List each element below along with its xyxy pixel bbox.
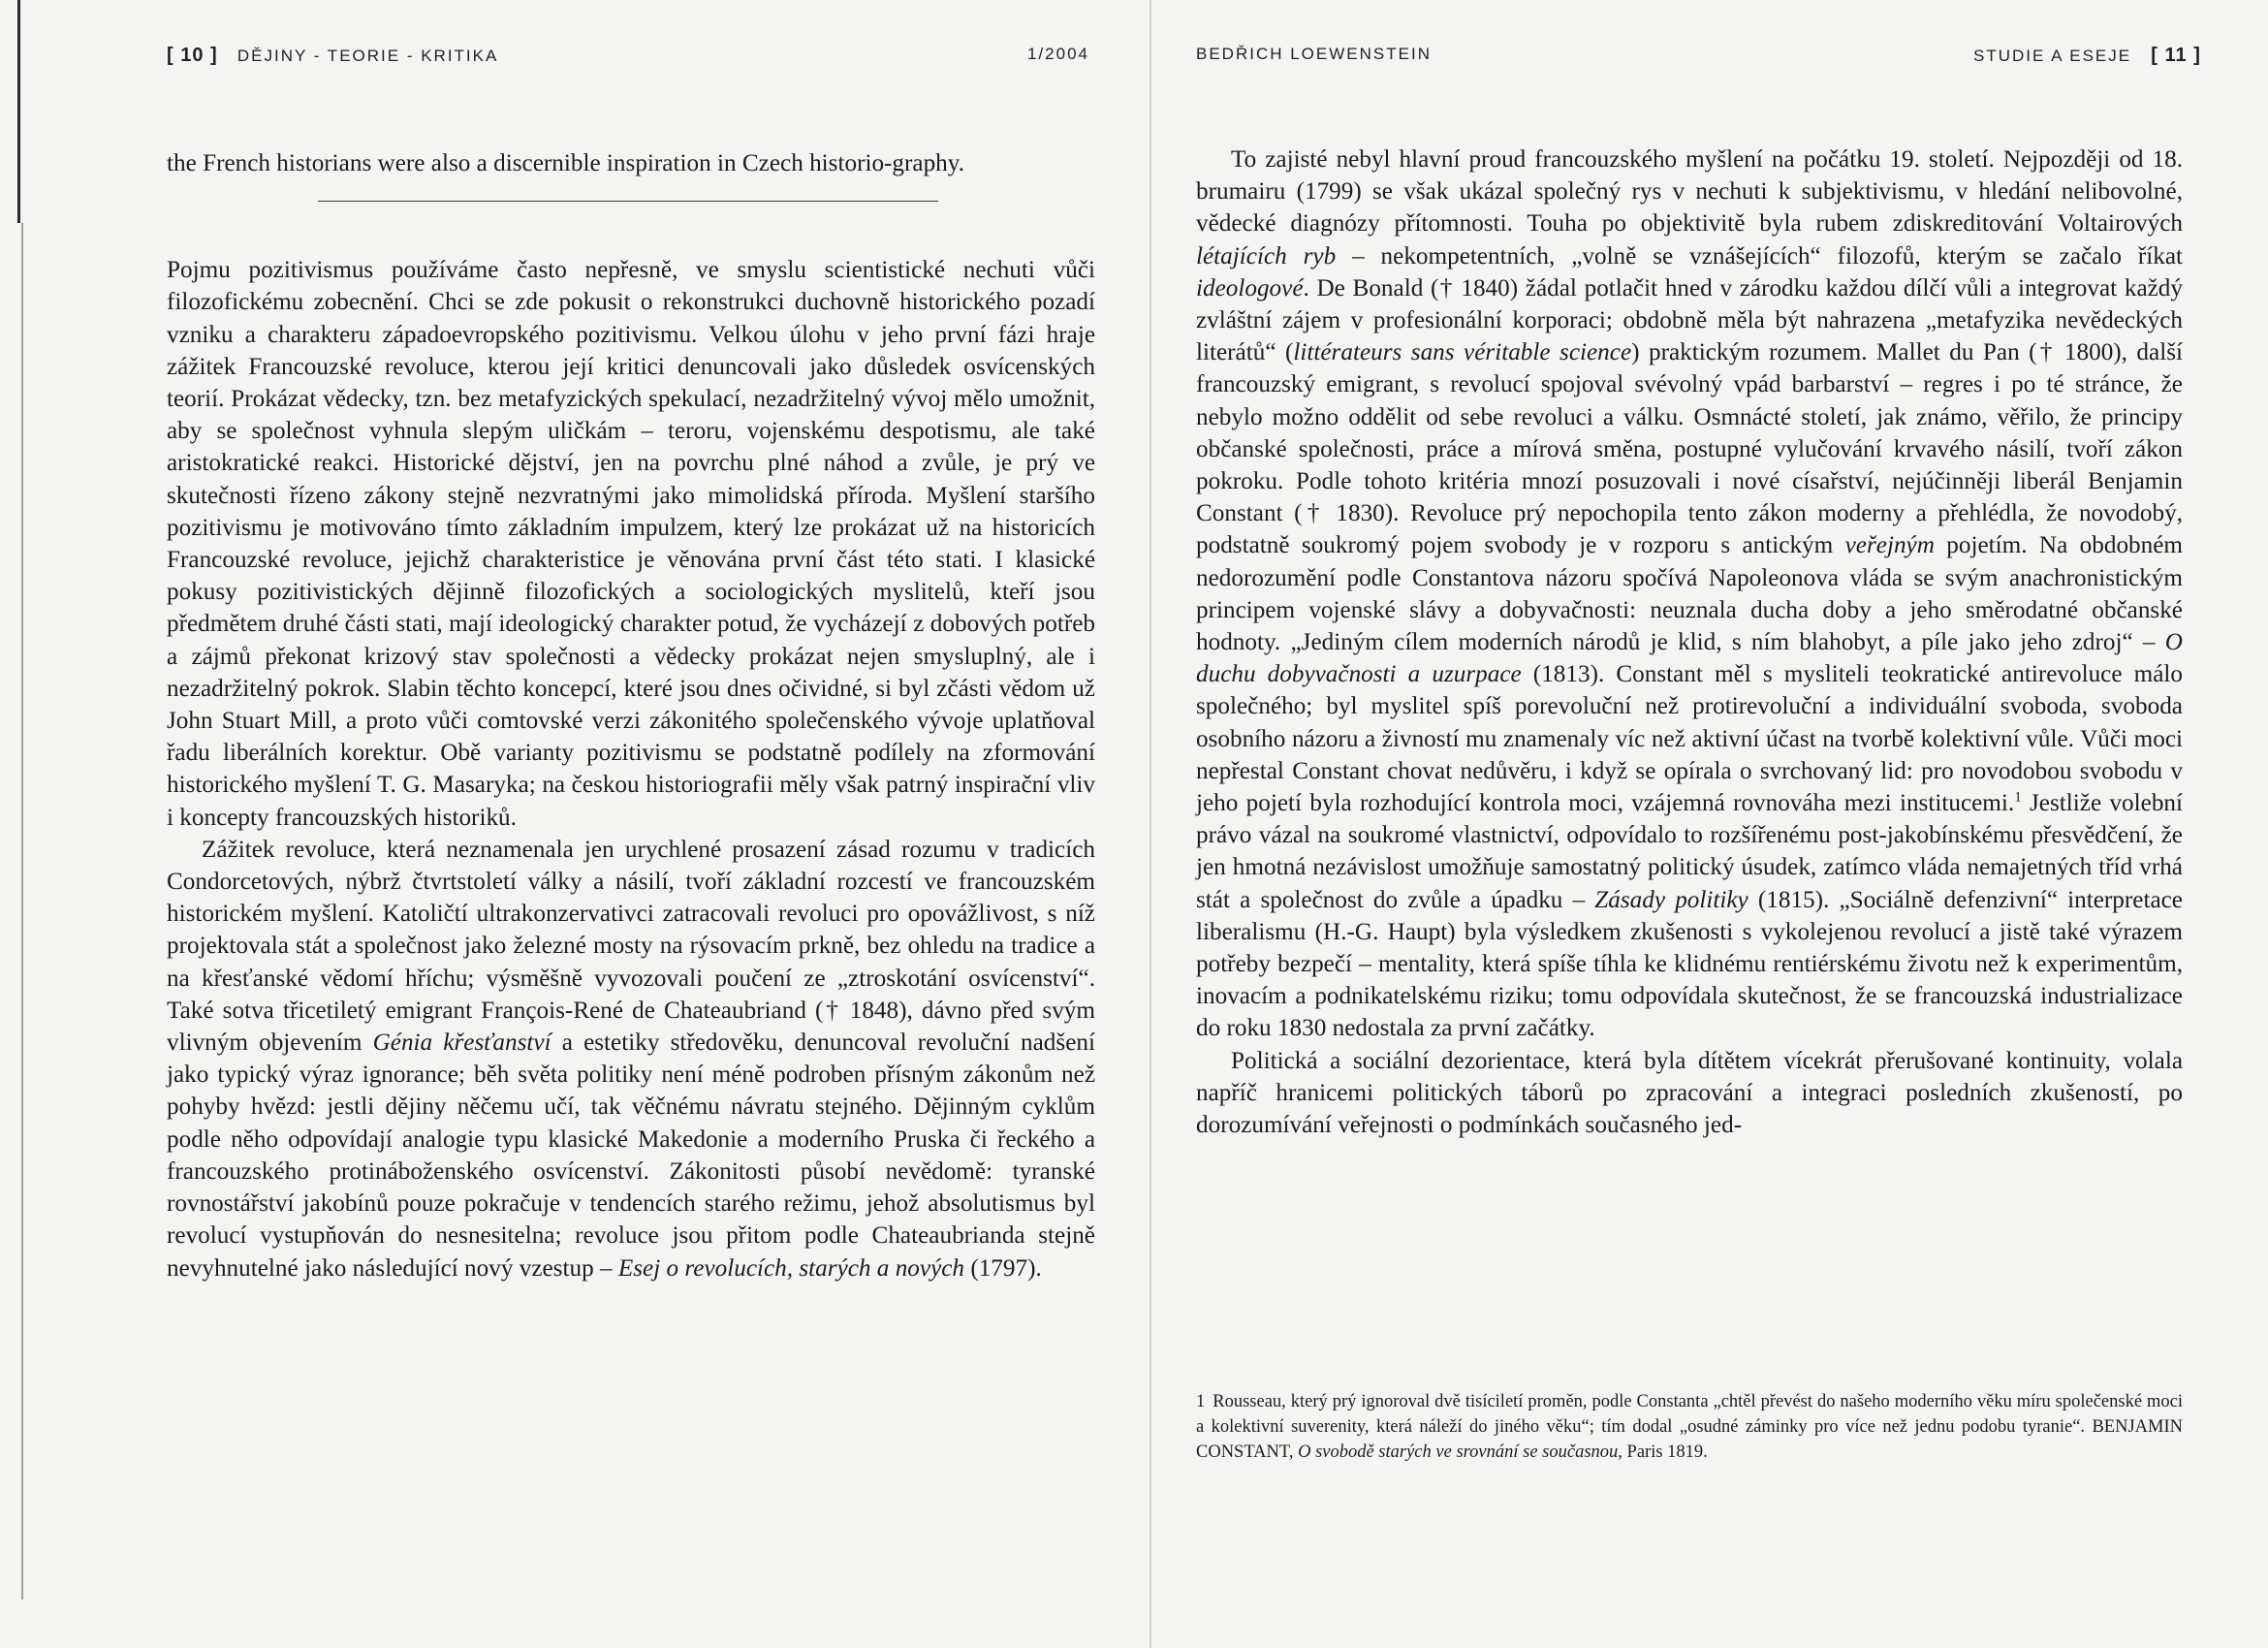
- paragraph: Pojmu pozitivismus používáme často nepřesně, ve smyslu scientistické nechuti vůči filozofickému zobecnění. Chci se zde pokusit o rekonstrukci duchovně historického pozadí vzniku a charakteru západoevropského pozitivismu. Velkou úlohu v jeho první fázi hraje zážitek Francouzské revoluce, kterou její kritici denuncovali jako důsledek osvícenských teorií. Prokázat vědecky, tzn. bez metafyzických spekulací, nezadržitelný vývoj mělo umožnit, aby se společnost vyhnula slepým uličkám – teroru, vojenskému despotismu, ale také aristokratické reakci. Historické dějství, jen na povrchu plné náhod a zvůle, je prý ve skutečnosti řízeno zákony stejně nezvratnými jako mimolidská příroda. Myšlení staršího pozitivismu je motivováno tímto základním impulzem, který lze prokázat už na historicích Francouzské revoluce, jejichž charakteristice je věnována první část této stati. I klasické pokusy pozitivistických dějinně filozofických a sociologických myslitelů, kteří jsou předmětem druhé části stati, mají ideologický charakter potud, že vycházejí z dobových potřeb a zájmů překonat krizový stav společnosti a vědecky prokázat nejen smysluplný, ale i nezadržitelný pokrok. Slabin těchto koncepcí, které jsou dnes očividné, si byl zčásti vědom už John Stuart Mill, a proto vůči comtovské verzi zákonitého společenského vývoje uplatňoval řadu liberálních korektur. Obě varianty pozitivismu se podstatně podílely na zformování historického myšlení T. G. Masaryka; na českou historiografii měly však patrný inspirační vliv i koncepty francouzských historiků.: [167, 257, 1095, 831]
- paragraph: Politická a sociální dezorientace, která byla dítětem vícekrát přerušované kontinuity, volala napříč hranicemi politických táborů po zpracování a integraci posledních zkušeností, po dorozumívání veřejnosti o podmínkách současného jed-: [1196, 1047, 2183, 1139]
- page-number: [ 10 ]: [167, 45, 218, 66]
- author-name: BEDŘICH LOEWENSTEIN: [1196, 45, 1432, 63]
- footnote-ref[interactable]: 1: [2014, 789, 2022, 806]
- running-head-left: [167, 45, 498, 67]
- issue-number: 1/2004: [1027, 45, 1089, 63]
- right-page: [1151, 0, 2268, 1648]
- book-title: Esej o revolucích, starých a nových: [617, 1254, 965, 1282]
- running-head-right: [1973, 45, 2201, 67]
- section-title: STUDIE A ESEJE: [1973, 47, 2132, 65]
- footnote: 1 Rousseau, který prý ignoroval dvě tisíciletí proměn, podle Constanta „chtěl převést do našeho moderního věku míru společenské moci a kolektivní suverenity, která náleží do jiného věku“; tím dodal „osudné záminky pro více než jednu podobu tyranie“. BENJAMIN CONSTANT, O svobodě starých ve srovnání se současnou, Paris 1819.: [1196, 1392, 2183, 1462]
- left-text-column: [167, 147, 1095, 1284]
- english-abstract-end: the French historians were also a discernible inspiration in Czech historio-graphy.: [167, 150, 965, 176]
- section-title: DĚJINY - TEORIE - KRITIKA: [236, 47, 499, 65]
- paragraph: Zážitek revoluce, která neznamenala jen urychlené prosazení zásad rozumu v tradicích Condorcetových, nýbrž čtvrtstoletí války a násilí, tvoří základní rozcestí ve francouzském historickém myšlení. Katoličtí ultrakonzervativci zatracovali revoluci pro opovážlivost, s níž projektovala stát a společnost jako železné mosty na rýsovacím prkně, bez ohledu na tradice a na křesťanské vědomí hříchu; výsměšně vyvozovali poučení ze „ztroskotání osvícenství“. Také sotva třicetiletý emigrant François-René de Chateaubriand († 1848), dávno před svým vlivným objevením Génia křesťanství a estetiky středověku, denuncoval revoluční nadšení jako typický výraz ignorance; běh světa politiky není méně podroben přísným zákonům než pohyby hvězd: jestli dějiny něčemu učí, tak věčnému návratu stejného. Dějinným cyklům podle něho odpovídají analogie typu klasické Makedonie a moderního Pruska či řeckého a francouzského protináboženského osvícenství. Zákonitosti působí nevědomě: tyranské rovnostářství jakobínů pouze pokračuje v tendencích starého režimu, jehož absolutismus byl revolucí vystupňován do nesnesitelna; revoluce jsou přitom podle Chateaubrianda stejně nevyhnutelné jako následující nový vzestup – Esej o revolucích, starých a nových (1797).: [167, 836, 1095, 1282]
- right-text-column: [1196, 143, 2183, 1141]
- page-number: [ 11 ]: [2151, 45, 2201, 66]
- book-title: Génia křesťanství: [372, 1030, 551, 1057]
- footnote-number: 1: [1196, 1392, 1206, 1411]
- separator-rule: [318, 201, 938, 202]
- paragraph: To zajisté nebyl hlavní proud francouzského myšlení na počátku 19. století. Nejpozději od 18. brumairu (1799) se však ukázal společný rys v nechuti k subjektivismu, v hledání nelibovolné, vědecké diagnózy přítomnosti. Touha po objektivitě byla rubem zdiskreditování Voltairových létajících ryb – nekompetentních, „volně se vznášejících“ filozofů, kterým se začalo říkat ideologové. De Bonald († 1840) žádal potlačit hned v zárodku každou dílčí vůli a integrovat každý zvláštní zájem v profesionální korporaci; obdobně měla být nahrazena „metafyzika nevědeckých literátů“ (littérateurs sans véritable science) praktickým rozumem. Mallet du Pan († 1800), další francouzský emigrant, s revolucí spojoval svévolný vpád barbarství – regres i po té stránce, že nebylo možno oddělit od sebe revoluci a válku. Osmnácté století, jak známo, věřilo, že principy občanské společnosti, práce a mírová směna, postupné vylučování krvavého násilí, tvoří zákon pokroku. Podle tohoto kritéria mnozí posuzovali i nové císařství, nejúčinněji liberál Benjamin Constant († 1830). Revoluce prý nepochopila tento zákon moderny a přehlédla, že novodobý, podstatně soukromý pojem svobody je v rozporu s antickým veřejným pojetím. Na obdobném nedorozumění podle Constantova názoru spočívá Napoleonova vláda se svým anachronistickým principem vojenské slávy a dobyvačnosti: neuznala ducha doby a jeho směrodatné občanské hodnoty. „Jediným cílem moderních národů je klid, s ním blahobyt, a píle jako jeho zdroj“ – O duchu dobyvačnosti a uzurpace (1813). Constant měl s mysliteli teokratické antirevoluce málo společného; byl myslitel spíš porevoluční než protirevoluční a individuální svoboda, svoboda osobního názoru a živností mu znamenaly víc než aktivní účast na tvorbě kolektivní vůle. Vůči moci nepřestal Constant chovat nedůvěru, i když se opírala o svrchovaný lid: pro novodobou svobodu v jeho pojetí byla rozhodující kontrola moci, vzájemná rovnováha mezi institucemi.$^1$ Jestliže volební právo vázal na soukromé vlastnictví, odpovídalo to rozšířenému post-jakobínskému přesvědčení, že jen hmotná nezávislost umožňuje samostatný politický úsudek, zatímco vláda nemajetných tříd vrhá stát a společnost do zvůle a úpadku – Zásady politiky (1815). „Sociálně defenzivní“ interpretace liberalismu (H.-G. Haupt) byla výsledkem zkušenosti s vykolejenou revolucí a jistě také výrazem potřeby bezpečí – mentality, která spíše tíhla ke klidnému rentiérskému životu než k experimentům, inovacím a podnikatelskému riziku; tomu odpovídala skutečnost, že se francouzská industrializace do roku 1830 nedostala za první začátky.: [1196, 146, 2184, 1042]
